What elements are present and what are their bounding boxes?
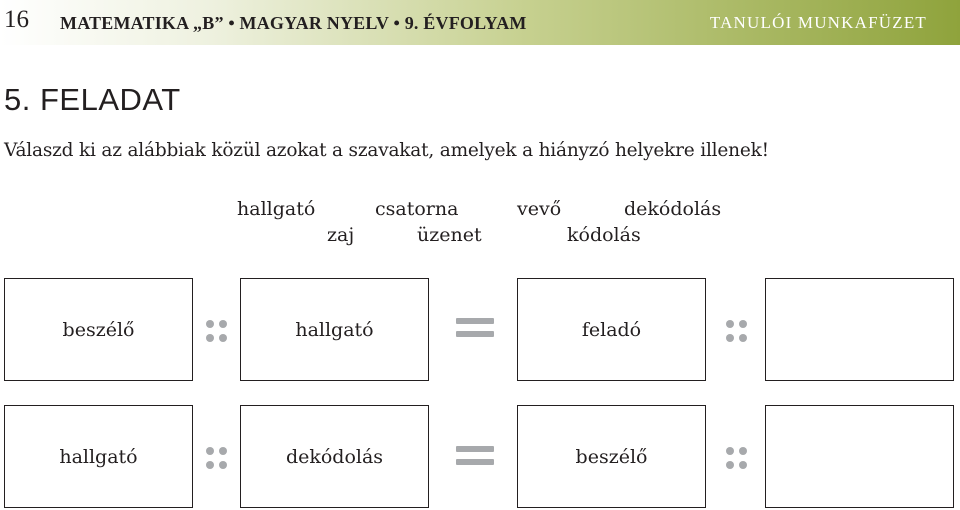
word-bank-item: csatorna [375, 198, 459, 220]
word-bank-item: zaj [327, 224, 355, 246]
task-instruction: Válaszd ki az alábbiak közül azokat a szavakat, amelyek a hiányzó helyekre illenek! [4, 140, 769, 161]
ratio-sign [206, 320, 226, 342]
word-bank-item: dekódolás [624, 198, 722, 220]
analogy-box: dekódolás [240, 405, 429, 508]
equals-sign [456, 318, 494, 338]
analogy-box: beszélő [4, 278, 193, 381]
word-bank-item: kódolás [567, 224, 641, 246]
ratio-sign [206, 447, 226, 469]
ratio-sign [726, 320, 746, 342]
analogy-box: feladó [517, 278, 706, 381]
analogy-box: hallgató [240, 278, 429, 381]
answer-box[interactable] [765, 405, 954, 508]
word-bank-item: üzenet [417, 224, 482, 246]
analogy-box: hallgató [4, 405, 193, 508]
workbook-label: TANULÓI MUNKAFÜZET [709, 13, 927, 32]
book-title: MATEMATIKA „B” • MAGYAR NYELV • 9. ÉVFOLYAM [60, 13, 527, 33]
page-header [0, 0, 960, 45]
page-number: 16 [4, 6, 29, 33]
task-title: 5. FELADAT [4, 82, 181, 117]
word-bank-item: hallgató [237, 198, 316, 220]
equals-sign [456, 446, 494, 466]
answer-box[interactable] [765, 278, 954, 381]
word-bank-item: vevő [517, 198, 562, 220]
ratio-sign [726, 447, 746, 469]
analogy-box: beszélő [517, 405, 706, 508]
